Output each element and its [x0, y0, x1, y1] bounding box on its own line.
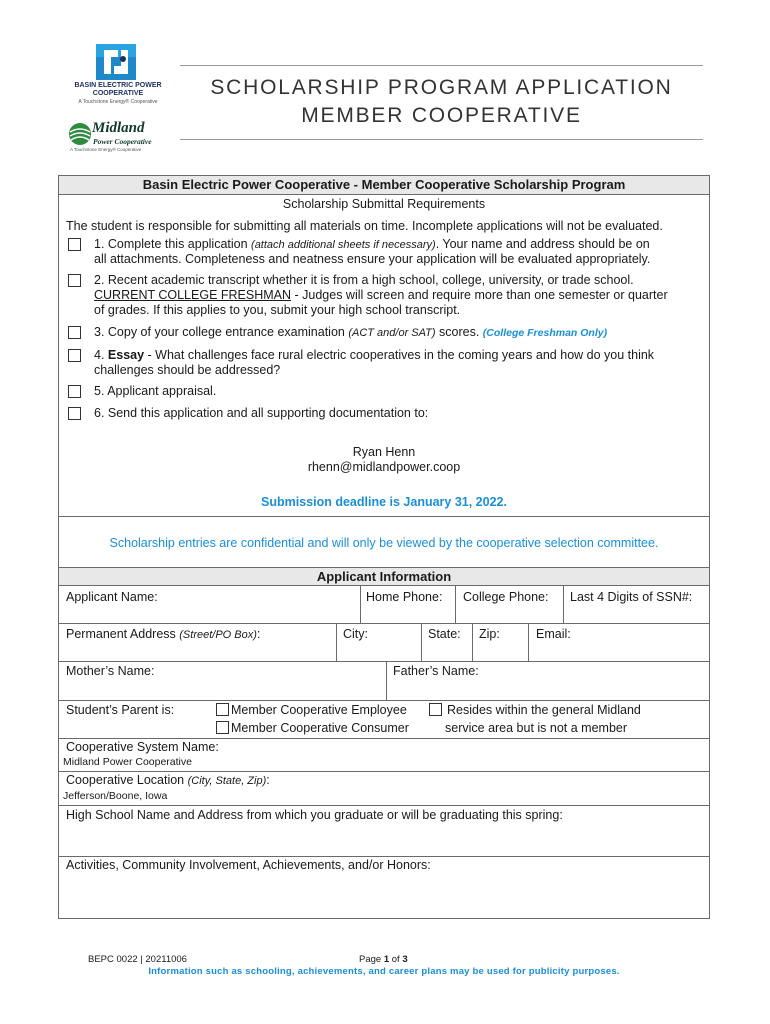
midland-power-logo: [68, 118, 178, 158]
requirement-6-text: 6. Send this application and all supporting documentation to:: [94, 406, 429, 420]
requirement-5-checkbox[interactable]: [68, 385, 81, 398]
requirement-4-text-line2: challenges should be addressed?: [94, 363, 281, 377]
column-divider: [472, 624, 473, 661]
column-divider: [336, 624, 337, 661]
applicant-section-title: Applicant Information: [59, 568, 709, 586]
coop-location-label: Cooperative Location (City, State, Zip):: [66, 773, 270, 787]
basin-logo-text: BASIN ELECTRIC POWER COOPERATIVE: [74, 82, 162, 97]
coop-system-label: Cooperative System Name:: [66, 740, 219, 754]
divider: [59, 771, 709, 772]
requirements-intro: The student is responsible for submitting all materials on time. Incomplete applications will not be evaluated.: [66, 219, 663, 233]
resides-option-label-line2: service area but is not a member: [445, 721, 628, 735]
contact-name: Ryan Henn: [352, 445, 416, 459]
applicant-name-label[interactable]: Applicant Name:: [66, 590, 158, 604]
column-divider: [528, 624, 529, 661]
midland-logo-name: Midland: [92, 120, 145, 136]
submission-deadline: Submission deadline is January 31, 2022.: [261, 495, 507, 509]
resides-checkbox[interactable]: [429, 703, 442, 716]
requirement-1-text: 1. Complete this application (attach additional sheets if necessary). Your name and address should be on: [94, 237, 650, 251]
requirements-subtitle: Scholarship Submittal Requirements: [282, 197, 486, 211]
resides-option-label: Resides within the general Midland: [447, 703, 641, 717]
page-subtitle: MEMBER COOPERATIVE: [301, 104, 582, 127]
form-code: BEPC 0022 | 20211006: [88, 954, 187, 965]
page-number: Page 1 of 3: [359, 954, 408, 965]
home-phone-label[interactable]: Home Phone:: [366, 590, 443, 604]
confidential-notice: Scholarship entries are confidential and will only be viewed by the cooperative selection committee.: [109, 536, 659, 550]
coop-location-value[interactable]: Jefferson/Boone, Iowa: [63, 790, 168, 802]
email-label[interactable]: Email:: [536, 627, 571, 641]
requirement-2-text: 2. Recent academic transcript whether it is from a high school, college, university, or trade school.: [94, 273, 634, 287]
column-divider: [563, 586, 564, 623]
activities-label[interactable]: Activities, Community Involvement, Achievements, and/or Honors:: [66, 858, 431, 872]
contact-email[interactable]: rhenn@midlandpower.coop: [307, 460, 461, 474]
requirement-3-text: 3. Copy of your college entrance examination (ACT and/or SAT) scores. (College Freshman Only): [94, 325, 608, 339]
midland-logo-sub: Power Cooperative: [93, 137, 152, 146]
zip-label[interactable]: Zip:: [479, 627, 500, 641]
high-school-label[interactable]: High School Name and Address from which you graduate or will be graduating this spring:: [66, 808, 563, 822]
father-name-label[interactable]: Father’s Name:: [393, 664, 479, 678]
divider: [59, 856, 709, 857]
mother-name-label[interactable]: Mother’s Name:: [66, 664, 155, 678]
divider: [59, 516, 709, 517]
requirements-section-title: Basin Electric Power Cooperative - Member Cooperative Scholarship Program: [59, 176, 709, 195]
column-divider: [360, 586, 361, 623]
application-form: [58, 175, 710, 919]
divider: [59, 700, 709, 701]
divider: [59, 805, 709, 806]
requirement-2-text-line2: CURRENT COLLEGE FRESHMAN - Judges will screen and require more than one semester or quarter: [94, 288, 668, 302]
midland-tagline: A Touchstone Energy® Cooperative: [70, 147, 142, 152]
city-label[interactable]: City:: [343, 627, 368, 641]
parent-status-label: Student’s Parent is:: [66, 703, 175, 717]
employee-checkbox[interactable]: [216, 703, 229, 716]
page-title: SCHOLARSHIP PROGRAM APPLICATION: [210, 76, 673, 99]
column-divider: [421, 624, 422, 661]
divider: [59, 661, 709, 662]
requirement-2-checkbox[interactable]: [68, 274, 81, 287]
state-label[interactable]: State:: [428, 627, 461, 641]
midland-globe-icon: [68, 122, 92, 146]
requirement-4-checkbox[interactable]: [68, 349, 81, 362]
permanent-address-label[interactable]: Permanent Address (Street/PO Box):: [66, 627, 261, 641]
coop-system-value[interactable]: Midland Power Cooperative: [63, 756, 192, 768]
column-divider: [386, 662, 387, 700]
ssn-label[interactable]: Last 4 Digits of SSN#:: [570, 590, 693, 604]
employee-option-label: Member Cooperative Employee: [231, 703, 407, 717]
college-phone-label[interactable]: College Phone:: [463, 590, 549, 604]
requirement-2-text-line3: of grades. If this applies to you, submit your high school transcript.: [94, 303, 461, 317]
divider: [59, 623, 709, 624]
requirement-5-text: 5. Applicant appraisal.: [94, 384, 217, 398]
divider: [59, 738, 709, 739]
requirement-6-checkbox[interactable]: [68, 407, 81, 420]
publicity-note: Information such as schooling, achievements, and career plans may be used for publicity purposes.: [148, 966, 620, 977]
requirement-3-checkbox[interactable]: [68, 326, 81, 339]
basin-tagline: A Touchstone Energy® Cooperative: [78, 99, 158, 105]
consumer-option-label: Member Cooperative Consumer: [231, 721, 409, 735]
column-divider: [455, 586, 456, 623]
basin-electric-mark-icon: [96, 44, 136, 80]
requirement-4-text: 4. Essay - What challenges face rural electric cooperatives in the coming years and how do you think: [94, 348, 655, 362]
requirement-1-checkbox[interactable]: [68, 238, 81, 251]
title-bottom-rule: [180, 139, 703, 140]
requirement-1-text-line2: all attachments. Completeness and neatness ensure your application will be evaluated appropriately.: [94, 252, 651, 266]
title-top-rule: [180, 65, 703, 66]
consumer-checkbox[interactable]: [216, 721, 229, 734]
